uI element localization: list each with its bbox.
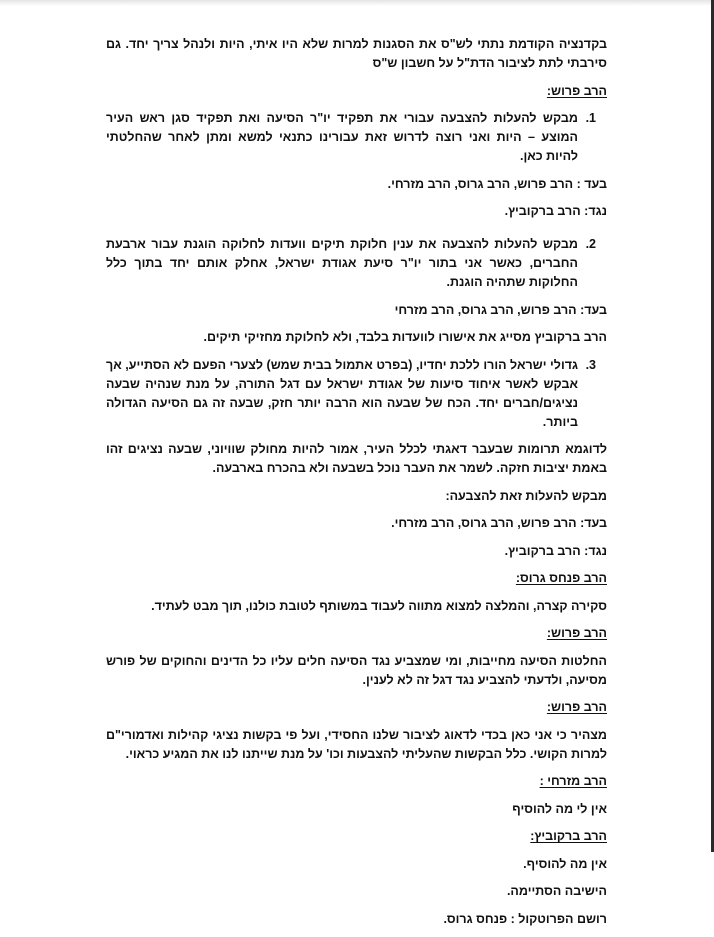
list-number: 3. — [585, 357, 596, 372]
vote-for: בעד : הרב פרוש, הרב גרוס, הרב מזרחי. — [387, 176, 607, 191]
porush-statement-2: מצהיר כי אני כאן בכדי לדאוג לציבור שלנו החסידי, ועל פי בקשות נציגי קהילות ואדמורי"ם למרות הקושי. כלל הבקשות שהעליתי להצבעות וכו' על מנת שייתנו לנו את המגיע כראוי. — [106, 727, 607, 761]
speaker-heading-berkovitz: הרב ברקוביץ: — [530, 829, 607, 843]
speaker-heading-porush: הרב פרוש: — [546, 700, 607, 714]
list-item-1 — [106, 109, 607, 166]
list-number: 2. — [585, 237, 596, 251]
intro-paragraph: בקדנציה הקודמת נתתי לש"ס את הסגנות למרות שלא היו איתי, היות ולנהל צריך יחד. גם סירבתי לתת לציבור הדת"ל על חשבון ש"ס — [106, 37, 607, 70]
document-page — [106, 35, 607, 937]
speaker-heading-porush: הרב פרוש: — [546, 626, 607, 640]
list-item-2 — [106, 235, 607, 292]
berkovitz-statement: אין מה להוסיף. — [523, 856, 607, 871]
vote-request: מבקש להעלות זאת להצבעה: — [445, 488, 607, 503]
vote-against: נגד: הרב ברקוביץ. — [504, 204, 607, 218]
vote-for: בעד: הרב פרוש, הרב גרוס, הרב מזרחי. — [391, 516, 607, 530]
list-text: מבקש להעלות להצבעה את ענין חלוקת תיקים וועדות לחלוקה הוגנת עבור ארבעת החברים, כאשר אני בתור יו"ר סיעת אגודת ישראל, אחלק אותם יחד בתוך כלל החלוקות שתהיה הוגנת. — [106, 237, 578, 289]
protocol-recorder: רושם הפרוטקול : פנחס גרוס. — [443, 911, 607, 926]
mizrachi-statement: אין לי מה להוסיף — [512, 801, 607, 816]
vote-against: נגד: הרב ברקוביץ. — [504, 543, 607, 558]
speaker-heading-porush: הרב פרוש: — [546, 83, 607, 98]
list-text: מבקש להעלות להצבעה עבורי את תפקיד יו"ר הסיעה ואת תפקיד סגן ראש העיר המוצע – היות ואני רוצה לדרוש זאת עבורינו כתנאי למשא ומתן לאחר שהחלטתי להיות כאן. — [106, 111, 578, 163]
list-item-3 — [106, 356, 607, 432]
list-text: גדולי ישראל הורו ללכת יחדיו, (בפרט אתמול בבית שמש) לצערי הפעם לא הסתייע, אך אבקש לאשר איחוד סיעות של אגודת ישראל עם דגל התורה, על מנת שנהיה שבעה נציגים/חברים יחד. הכח של שבעה הוא הרבה יותר חזק, שבעה זה גם הסיעה הגדולה ביותר. — [106, 357, 578, 429]
speaker-heading-gross: הרב פנחס גרוס: — [515, 571, 607, 585]
viewer-top-shadow — [0, 0, 714, 6]
speaker-heading-mizrachi: הרב מזרחי : — [539, 774, 607, 788]
gross-statement: סקירה קצרה, והמלצה למצוא מתווה לעבוד במשותף לטובת כולנו, תוך מבט לעתיד. — [151, 598, 607, 613]
porush-statement-1: החלטות הסיעה מחייבות, ומי שמצביע נגד הסיעה חלים עליו כל הדינים והחוקים של פורש מסיעה, ולדעתי להצביע נגד דגל זה לא לענין. — [106, 653, 607, 687]
reservation-note: הרב ברקוביץ מסייג את אישורו לוועדות בלבד, ולא לחלוקת מחזיקי תיקים. — [203, 330, 607, 344]
vote-for: בעד: הרב פרוש, הרב גרוס, הרב מזרחי — [394, 302, 607, 317]
example-paragraph: לדוגמא תרומות שבעבר דאגתי לכלל העיר, אמור להיות מחולק שוויוני, שבעה נציגים זהו באמת יציבות חזקה. לשמר את העבר נוכל בשבעה ולא בהכרח בארבעה. — [106, 442, 607, 475]
list-number: 1. — [585, 111, 596, 125]
meeting-ended: הישיבה הסתיימה. — [506, 884, 607, 898]
